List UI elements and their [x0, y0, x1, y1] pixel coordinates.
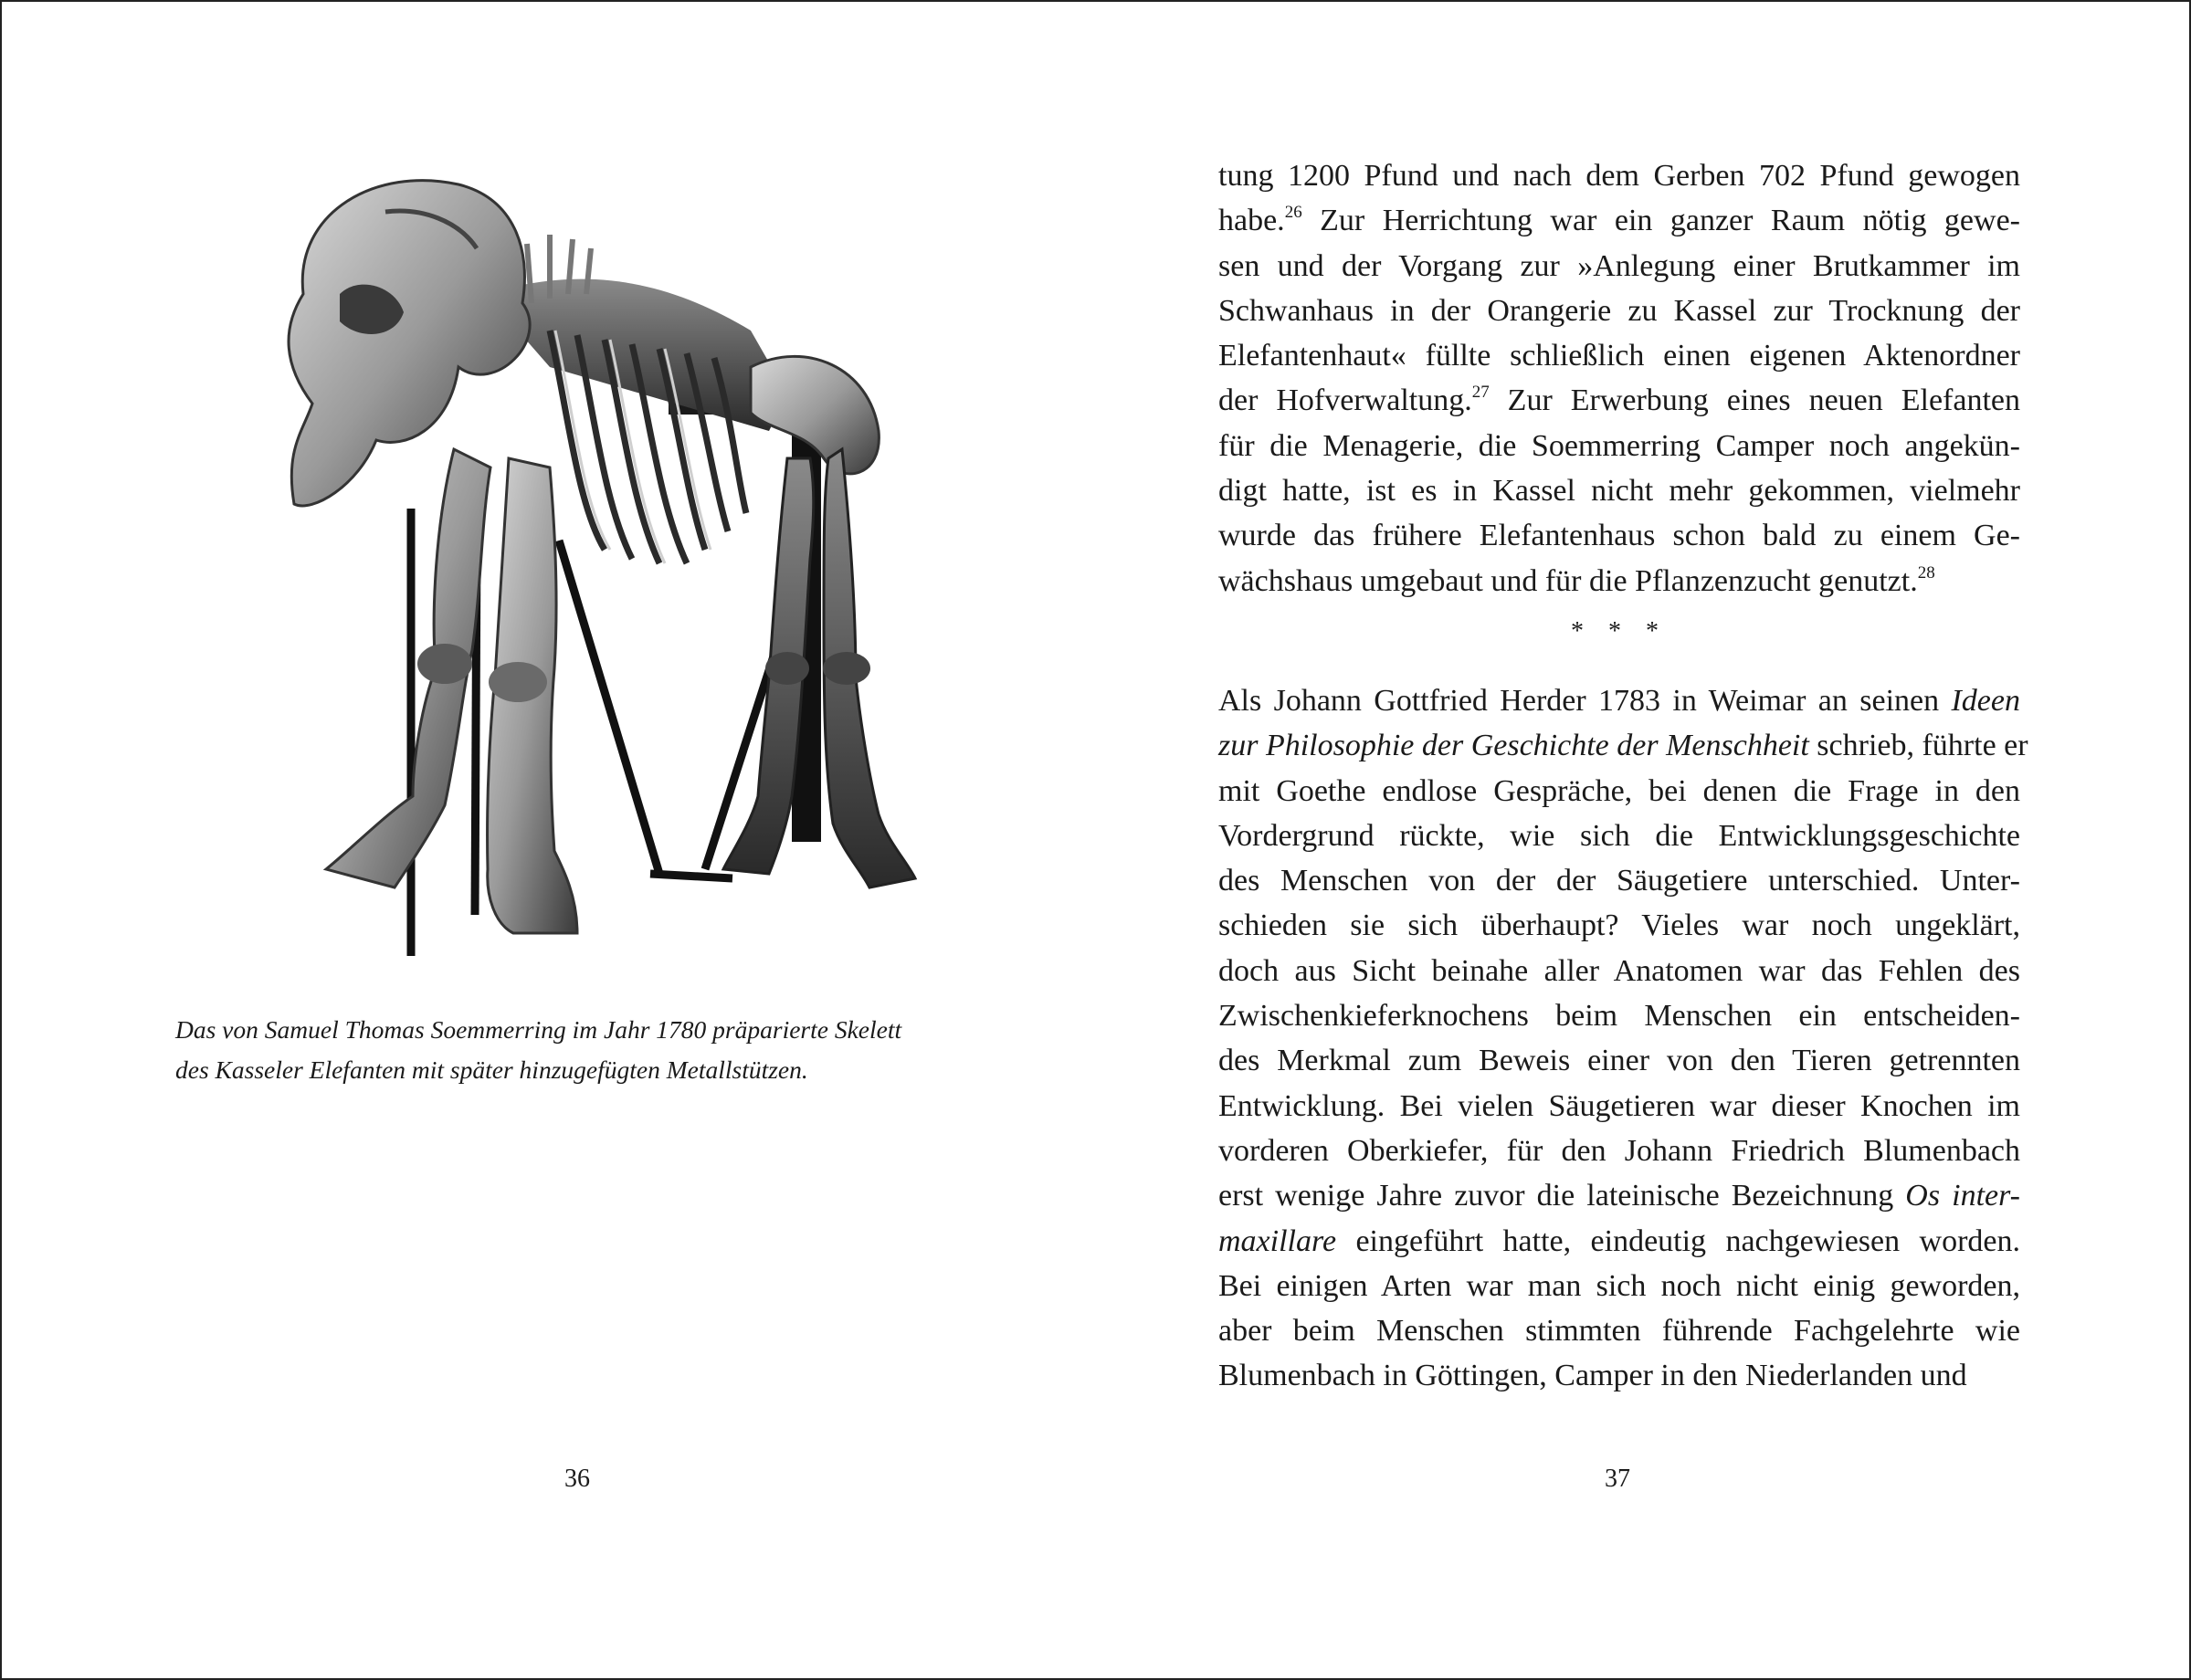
- italic-title: zur Philosophie der Geschichte der Menschheit: [1218, 729, 1809, 763]
- line-text: Vordergrund rückte, wie sich die Entwicklungsgeschichte: [1218, 818, 2020, 853]
- line-text: doch aus Sicht beinahe aller Anatomen war das Fehlen des: [1218, 953, 2020, 988]
- line-text: eingeführt hatte, eindeutig nachgewiesen worden.: [1336, 1223, 2020, 1258]
- line-text: des Menschen von der der Säugetiere unterschied. Unter-: [1218, 864, 2020, 898]
- paragraph-1: [1218, 153, 2020, 604]
- text-line: [1218, 1308, 2020, 1353]
- text-line: [1218, 814, 2020, 858]
- paragraph-2: [1218, 678, 2028, 1399]
- line-text: schrieb, führte er: [1808, 729, 2028, 763]
- line-text: für die Menagerie, die Soemmerring Camper noch angekün-: [1218, 428, 2020, 463]
- line-text: digt hatte, ist es in Kassel nicht mehr gekommen, vielmehr: [1218, 474, 2020, 509]
- line-text: Bei einigen Arten war man sich noch nicht einig geworden,: [1218, 1268, 2020, 1303]
- italic-title: maxillare: [1218, 1223, 1337, 1258]
- line-text: Als Johann Gottfried Herder 1783 in Weimar an seinen: [1218, 683, 1952, 718]
- line-text: Blumenbach in Göttingen, Camper in den Niederlanden und: [1218, 1359, 1967, 1393]
- text-line: [1218, 1173, 2020, 1218]
- footnote-marker: 27: [1471, 383, 1490, 403]
- figure-caption: [175, 1010, 979, 1090]
- caption-line: Das von Samuel Thomas Soemmerring im Jahr 1780 präparierte Skelett: [175, 1015, 902, 1044]
- line-text: tung 1200 Pfund und nach dem Gerben 702 Pfund gewogen: [1218, 159, 2020, 193]
- text-line: [1218, 1264, 2020, 1308]
- line-text: des Merkmal zum Beweis einer von den Tieren getrennten: [1218, 1044, 2020, 1078]
- text-line: [1218, 858, 2020, 903]
- text-line: [1218, 559, 2020, 604]
- text-line: [1218, 1038, 2020, 1083]
- text-line: [1218, 1129, 2020, 1173]
- line-text: Zur Herrichtung war ein ganzer Raum nötig gewe-: [1301, 204, 2020, 238]
- text-line: [1218, 1353, 2020, 1398]
- line-text: wächshaus umgebaut und für die Pflanzenzucht genutzt.: [1218, 563, 1918, 598]
- text-line: [1218, 723, 2028, 768]
- italic-title: Ideen: [1951, 683, 2020, 718]
- text-line: [1218, 769, 2020, 814]
- text-line: [1218, 513, 2020, 558]
- section-separator: * * *: [1571, 616, 1668, 646]
- text-line: [1218, 153, 2020, 198]
- footnote-marker: 26: [1284, 203, 1302, 223]
- line-text: schieden sie sich überhaupt? Vieles war noch ungeklärt,: [1218, 908, 2020, 943]
- text-line: [1218, 1219, 2020, 1264]
- text-line: [1218, 424, 2020, 468]
- line-text: erst wenige Jahre zuvor die lateinische Bezeichnung: [1218, 1179, 1906, 1213]
- line-text: der Hofverwaltung.: [1218, 383, 1472, 418]
- line-text: vorderen Oberkiefer, für den Johann Friedrich Blumenbach: [1218, 1133, 2020, 1168]
- text-line: [1218, 289, 2020, 333]
- line-text: Entwicklung. Bei vielen Säugetieren war dieser Knochen im: [1218, 1088, 2020, 1123]
- text-line: [1218, 198, 2020, 243]
- text-line: [1218, 993, 2020, 1038]
- text-line: [1218, 378, 2020, 423]
- page-number-right: 37: [1605, 1465, 1630, 1493]
- body-text: [1218, 153, 2028, 1399]
- line-text: Zwischenkieferknochens beim Menschen ein entscheiden-: [1218, 999, 2020, 1034]
- line-text: habe.: [1218, 204, 1285, 238]
- elephant-skeleton-figure: [276, 157, 979, 988]
- text-line: [1218, 244, 2020, 289]
- text-line: [1218, 949, 2020, 993]
- line-text: Elefantenhaut« füllte schließlich einen eigenen Aktenordner: [1218, 339, 2020, 373]
- text-line: [1218, 1084, 2020, 1129]
- text-line: [1218, 903, 2020, 948]
- text-line: [1218, 678, 2020, 723]
- footnote-marker: 28: [1917, 562, 1935, 583]
- line-text: Schwanhaus in der Orangerie zu Kassel zur Trocknung der: [1218, 293, 2020, 328]
- line-text: wurde das frühere Elefantenhaus schon bald zu einem Ge-: [1218, 519, 2020, 553]
- caption-line: des Kasseler Elefanten mit später hinzugefügten Metallstützen.: [175, 1055, 808, 1084]
- line-text: sen und der Vorgang zur »Anlegung einer Brutkammer im: [1218, 248, 2020, 283]
- elephant-skeleton-icon: [276, 157, 979, 988]
- line-text: Zur Erwerbung eines neuen Elefanten: [1489, 383, 2020, 418]
- line-text: aber beim Menschen stimmten führende Fachgelehrte wie: [1218, 1314, 2020, 1349]
- text-line: [1218, 333, 2020, 378]
- line-text: mit Goethe endlose Gespräche, bei denen die Frage in den: [1218, 773, 2020, 808]
- page-number-left: 36: [564, 1465, 590, 1493]
- italic-title: Os inter-: [1905, 1179, 2020, 1213]
- text-line: [1218, 468, 2020, 513]
